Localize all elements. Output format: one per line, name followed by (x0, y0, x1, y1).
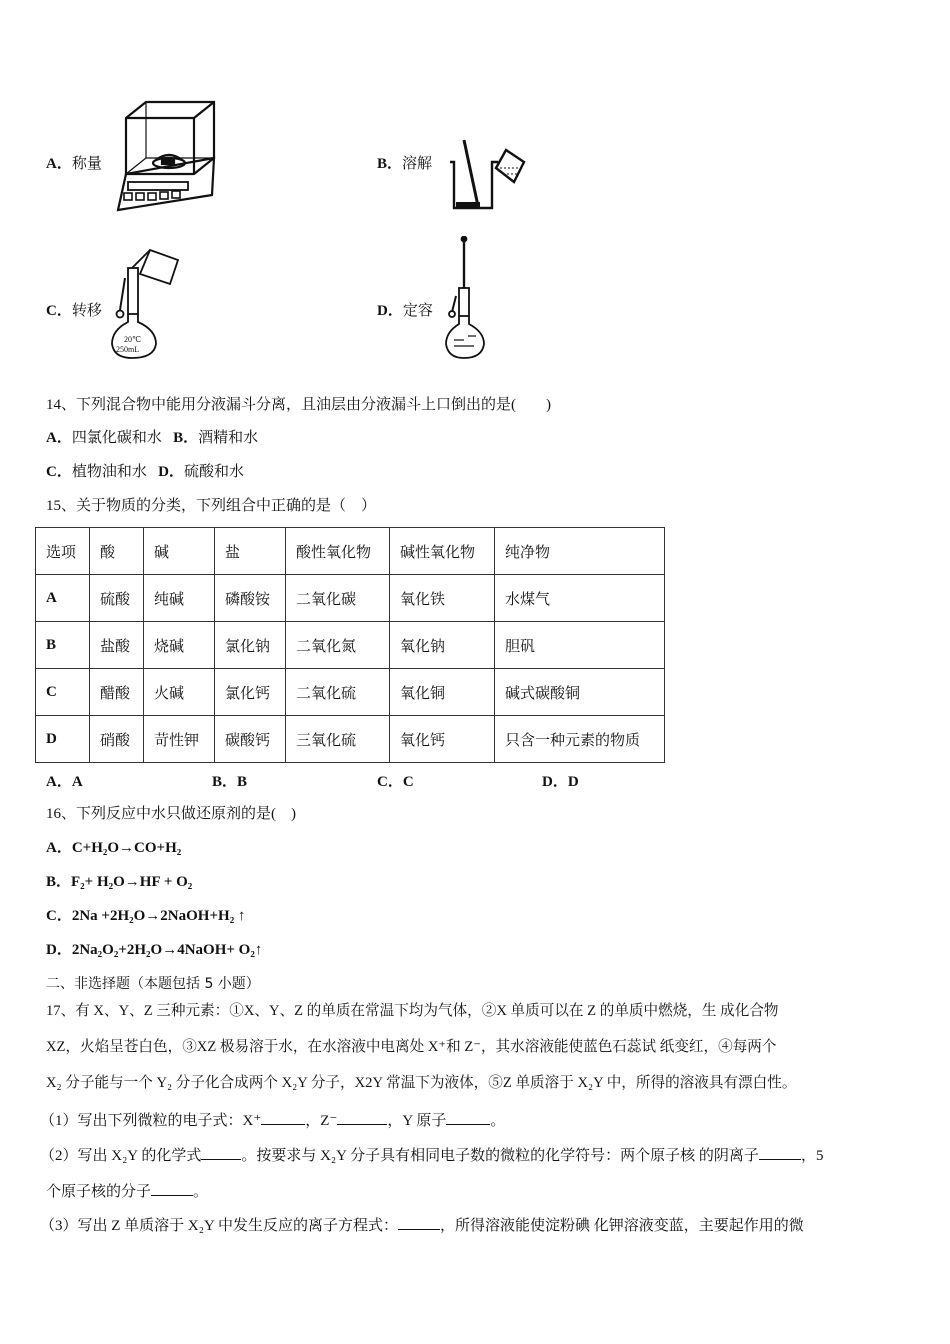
sub1-prefix: （1）写出下列微粒的电子式：X⁺ (40, 1113, 262, 1129)
option-b-text: 酒精和水 (198, 430, 259, 446)
answer-blank[interactable] (759, 1145, 801, 1160)
q15-answer-d: D．D (542, 774, 579, 790)
volumetric-flask-dropper-figure (444, 236, 492, 360)
option-text: 定容 (402, 303, 433, 319)
q15-answer-a: A．A (46, 774, 83, 790)
cell: 胆矾 (495, 622, 665, 669)
cell: 磷酸铵 (215, 575, 286, 622)
table-row (36, 716, 665, 763)
volumetric-flask-transfer-figure (110, 248, 182, 360)
q13-option-b (377, 152, 432, 173)
option-d-text: 硫酸和水 (183, 464, 244, 480)
q13-option-d (377, 299, 433, 320)
option-letter: B． (173, 430, 199, 446)
q13-option-a (46, 152, 102, 173)
q15-answer-c: C．C (377, 774, 414, 790)
header-cell: 选项 (36, 528, 90, 575)
cell: 只含一种元素的物质 (495, 716, 665, 763)
sub2-mid: 。按要求与 X₂Y 分子具有相同电子数的微粒的化学符号：两个原子核 的阴离子 (241, 1148, 759, 1164)
q17-sub3 (40, 1215, 804, 1236)
q17-paragraph-line2: XZ，火焰呈苍白色，③XZ 极易溶于水，在水溶液中电离处 X⁺和 Z⁻，其水溶液能使蓝色石蕊试 纸变红，④每两个 (46, 1039, 777, 1055)
option-letter: A． (46, 156, 72, 172)
table-header-row (36, 528, 665, 575)
option-letter: B． (46, 874, 72, 890)
sub2b-end: 。 (193, 1184, 209, 1200)
cell: 碳酸钙 (215, 716, 286, 763)
classification-table (35, 527, 665, 763)
cell: 氯化钙 (215, 669, 286, 716)
q16-option-c (46, 906, 245, 926)
cell: 烧碱 (144, 622, 215, 669)
q14-options-row2 (46, 462, 244, 482)
cell: 三氧化硫 (286, 716, 390, 763)
cell: 氧化钠 (390, 622, 495, 669)
cell: 氯化钠 (215, 622, 286, 669)
cell: 氧化铜 (390, 669, 495, 716)
table-row (36, 575, 665, 622)
cell: 硫酸 (90, 575, 144, 622)
option-letter: A． (46, 840, 72, 856)
cell: 二氧化氮 (286, 622, 390, 669)
option-letter: D． (377, 303, 403, 319)
option-letter: A． (46, 430, 72, 446)
answer-blank[interactable] (398, 1215, 440, 1230)
cell: 火碱 (144, 669, 215, 716)
q17-paragraph-line1: 17、有 X、Y、Z 三种元素：①X、Y、Z 的单质在常温下均为气体，②X 单质可以在 Z 的单质中燃烧，生 成化合物 (46, 1003, 779, 1019)
cell: 碱式碳酸铜 (495, 669, 665, 716)
q14-stem: 14、下列混合物中能用分液漏斗分离，且油层由分液漏斗上口倒出的是( ) (46, 397, 551, 413)
cell: A (36, 575, 90, 622)
q16-option-a (46, 838, 181, 858)
answer-blank[interactable] (201, 1145, 241, 1160)
section-title: 二、非选择题（本题包括 5 小题） (46, 976, 260, 992)
option-a-text: 四氯化碳和水 (71, 430, 162, 446)
answer-blank[interactable] (446, 1110, 490, 1125)
cell: 水煤气 (495, 575, 665, 622)
flask-volume: 250mL (116, 345, 140, 354)
sub2-end: ，5 (800, 1148, 824, 1164)
q15-stem: 15、关于物质的分类，下列组合中正确的是（ ） (46, 498, 377, 514)
option-text: 溶解 (402, 156, 433, 172)
cell: 盐酸 (90, 622, 144, 669)
option-letter: C． (46, 908, 72, 924)
q14-options-row1 (46, 428, 258, 448)
option-letter: D． (158, 464, 184, 480)
header-cell: 碱性氧化物 (390, 528, 495, 575)
answer-blank[interactable] (337, 1110, 387, 1125)
cell: 纯碱 (144, 575, 215, 622)
sub1-end: 。 (490, 1113, 506, 1129)
header-cell: 盐 (215, 528, 286, 575)
option-letter: B． (377, 156, 403, 172)
cell: 氧化铁 (390, 575, 495, 622)
option-letter: C． (46, 464, 72, 480)
option-text: 称量 (71, 156, 102, 172)
q17-paragraph-line3: X₂ 分子能与一个 Y₂ 分子化合成两个 X₂Y 分子，X2Y 常温下为液体，⑤Z 单质溶于 X₂Y 中，所得的溶液具有漂白性。 (46, 1075, 797, 1091)
answer-blank[interactable] (261, 1110, 305, 1125)
cell: B (36, 622, 90, 669)
q16-option-b (46, 872, 192, 892)
cell: 硝酸 (90, 716, 144, 763)
header-cell: 酸 (90, 528, 144, 575)
option-c-text: 植物油和水 (71, 464, 147, 480)
cell: 醋酸 (90, 669, 144, 716)
option-equation: 2Na₂O₂+2H₂O→4NaOH+ O₂↑ (71, 942, 263, 958)
beaker-glass-rod-figure (448, 138, 526, 214)
cell: 氧化钙 (390, 716, 495, 763)
analytical-balance-figure (114, 100, 219, 212)
sub2b-prefix: 个原子核的分子 (46, 1184, 152, 1200)
header-cell: 酸性氧化物 (286, 528, 390, 575)
option-equation: 2Na +2H₂O→2NaOH+H₂ ↑ (71, 908, 246, 924)
option-letter: C． (46, 303, 72, 319)
sub3-prefix: （3）写出 Z 单质溶于 X₂Y 中发生反应的离子方程式： (40, 1218, 399, 1234)
q17-sub2-line1 (40, 1145, 823, 1166)
cell: 苛性钾 (144, 716, 215, 763)
header-cell: 纯净物 (495, 528, 665, 575)
sub2-prefix: （2）写出 X₂Y 的化学式 (40, 1148, 202, 1164)
cell: D (36, 716, 90, 763)
option-letter: D． (46, 942, 72, 958)
option-equation: C+H₂O→CO+H₂ (71, 840, 182, 856)
q16-stem: 16、下列反应中水只做还原剂的是( ) (46, 806, 296, 822)
sub1-mid1: ，Z⁻ (305, 1113, 338, 1129)
cell: 二氧化碳 (286, 575, 390, 622)
cell: C (36, 669, 90, 716)
option-equation: F₂+ H₂O→HF + O₂ (71, 874, 193, 890)
option-text: 转移 (71, 303, 102, 319)
table-row (36, 622, 665, 669)
flask-temp: 20℃ (124, 335, 141, 344)
header-cell: 碱 (144, 528, 215, 575)
q17-sub1 (40, 1110, 505, 1131)
sub3-end: ，所得溶液能使淀粉碘 化钾溶液变蓝，主要起作用的微 (440, 1218, 804, 1234)
q15-answer-b: B．B (212, 774, 248, 790)
table-row (36, 669, 665, 716)
sub1-mid2: ，Y 原子 (387, 1113, 447, 1129)
q16-option-d (46, 940, 262, 960)
q17-sub2-line2 (46, 1181, 208, 1202)
cell: 二氧化硫 (286, 669, 390, 716)
q13-option-c (46, 299, 102, 320)
answer-blank[interactable] (151, 1181, 193, 1196)
